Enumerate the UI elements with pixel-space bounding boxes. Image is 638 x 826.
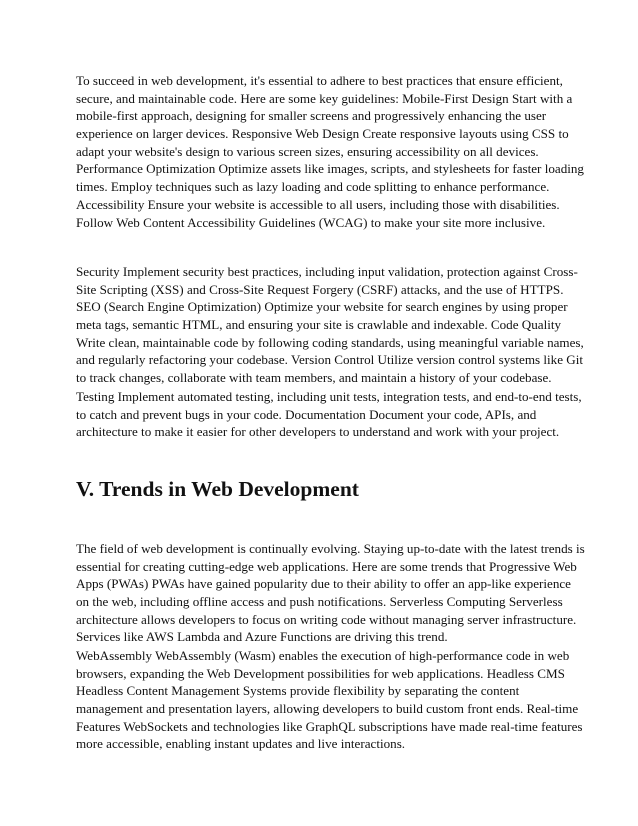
text-line: mobile-first approach, designing for smaller screens and progressively enhancing the user xyxy=(76,108,547,124)
text-line: Apps (PWAs) PWAs have gained popularity due to their ability to offer an app-like experience xyxy=(76,576,571,592)
text-line: management and presentation layers, allowing developers to build custom front ends. Real-time xyxy=(76,701,579,717)
text-line: Testing Implement automated testing, including unit tests, integration tests, and end-to-end tests, xyxy=(76,389,582,404)
paragraph-webassembly xyxy=(76,647,583,753)
text-line: Features WebSockets and technologies like GraphQL subscriptions have made real-time features xyxy=(76,718,583,734)
paragraph-best-practices xyxy=(76,72,584,231)
text-line: essential for creating cutting-edge web applications. Here are some trends that Progressive Web xyxy=(76,558,577,574)
text-line: browsers, expanding the Web Development possibilities for web applications. Headless CMS xyxy=(76,665,565,681)
text-line: Site Scripting (XSS) and Cross-Site Request Forgery (CSRF) attacks, and the use of HTTPS. xyxy=(76,281,564,297)
text-line: Write clean, maintainable code by following coding standards, using meaningful variable names, xyxy=(76,334,584,350)
text-line: Accessibility Ensure your website is accessible to all users, including those with disabilities. xyxy=(76,196,560,212)
text-line: architecture to make it easier for other developers to understand and work with your project. xyxy=(76,424,560,440)
text-line: Services like AWS Lambda and Azure Functions are driving this trend. xyxy=(76,629,448,645)
text-line: and regularly refactoring your codebase. Version Control Utilize version control systems like Git xyxy=(76,352,584,368)
text-line: to catch and prevent bugs in your code. Documentation Document your code, APIs, and xyxy=(76,406,537,422)
text-line: WebAssembly WebAssembly (Wasm) enables the execution of high-performance code in web xyxy=(76,648,570,663)
text-line: Follow Web Content Accessibility Guidelines (WCAG) to make your site more inclusive. xyxy=(76,214,546,230)
paragraph-testing xyxy=(76,388,582,441)
text-line: Headless Content Management Systems provide flexibility by separating the content xyxy=(76,683,520,699)
paragraph-security xyxy=(76,263,584,387)
text-line: Security Implement security best practices, including input validation, protection against Cross- xyxy=(76,264,578,279)
text-line: Performance Optimization Optimize assets like images, scripts, and stylesheets for faster loading xyxy=(76,161,584,177)
text-line: on the web, including offline access and push notifications. Serverless Computing Serverless xyxy=(76,594,563,610)
text-line: more accessible, enabling instant updates and live interactions. xyxy=(76,736,406,752)
text-line: meta tags, semantic HTML, and ensuring your site is crawlable and indexable. Code Quality xyxy=(76,317,562,333)
section-heading: V. Trends in Web Development xyxy=(76,477,359,501)
text-line: to track changes, collaborate with team members, and maintain a history of your codebase. xyxy=(76,370,552,386)
text-line: adapt your website's design to various screen sizes, ensuring accessibility on all devices. xyxy=(76,143,539,159)
text-line: architecture allows developers to focus on writing code without managing server infrastructure. xyxy=(76,611,577,627)
text-line: SEO (Search Engine Optimization) Optimize your website for search engines by using proper xyxy=(76,299,568,315)
text-line: The field of web development is continually evolving. Staying up-to-date with the latest trends is xyxy=(76,541,585,556)
text-line: experience on larger devices. Responsive Web Design Create responsive layouts using CSS to xyxy=(76,126,569,142)
text-line: secure, and maintainable code. Here are some key guidelines: Mobile-First Design Start with a xyxy=(76,90,573,106)
paragraph-trends-intro xyxy=(76,540,585,646)
text-line: To succeed in web development, it's essential to adhere to best practices that ensure efficient, xyxy=(76,73,563,88)
text-line: times. Employ techniques such as lazy loading and code splitting to enhance performance. xyxy=(76,179,550,195)
